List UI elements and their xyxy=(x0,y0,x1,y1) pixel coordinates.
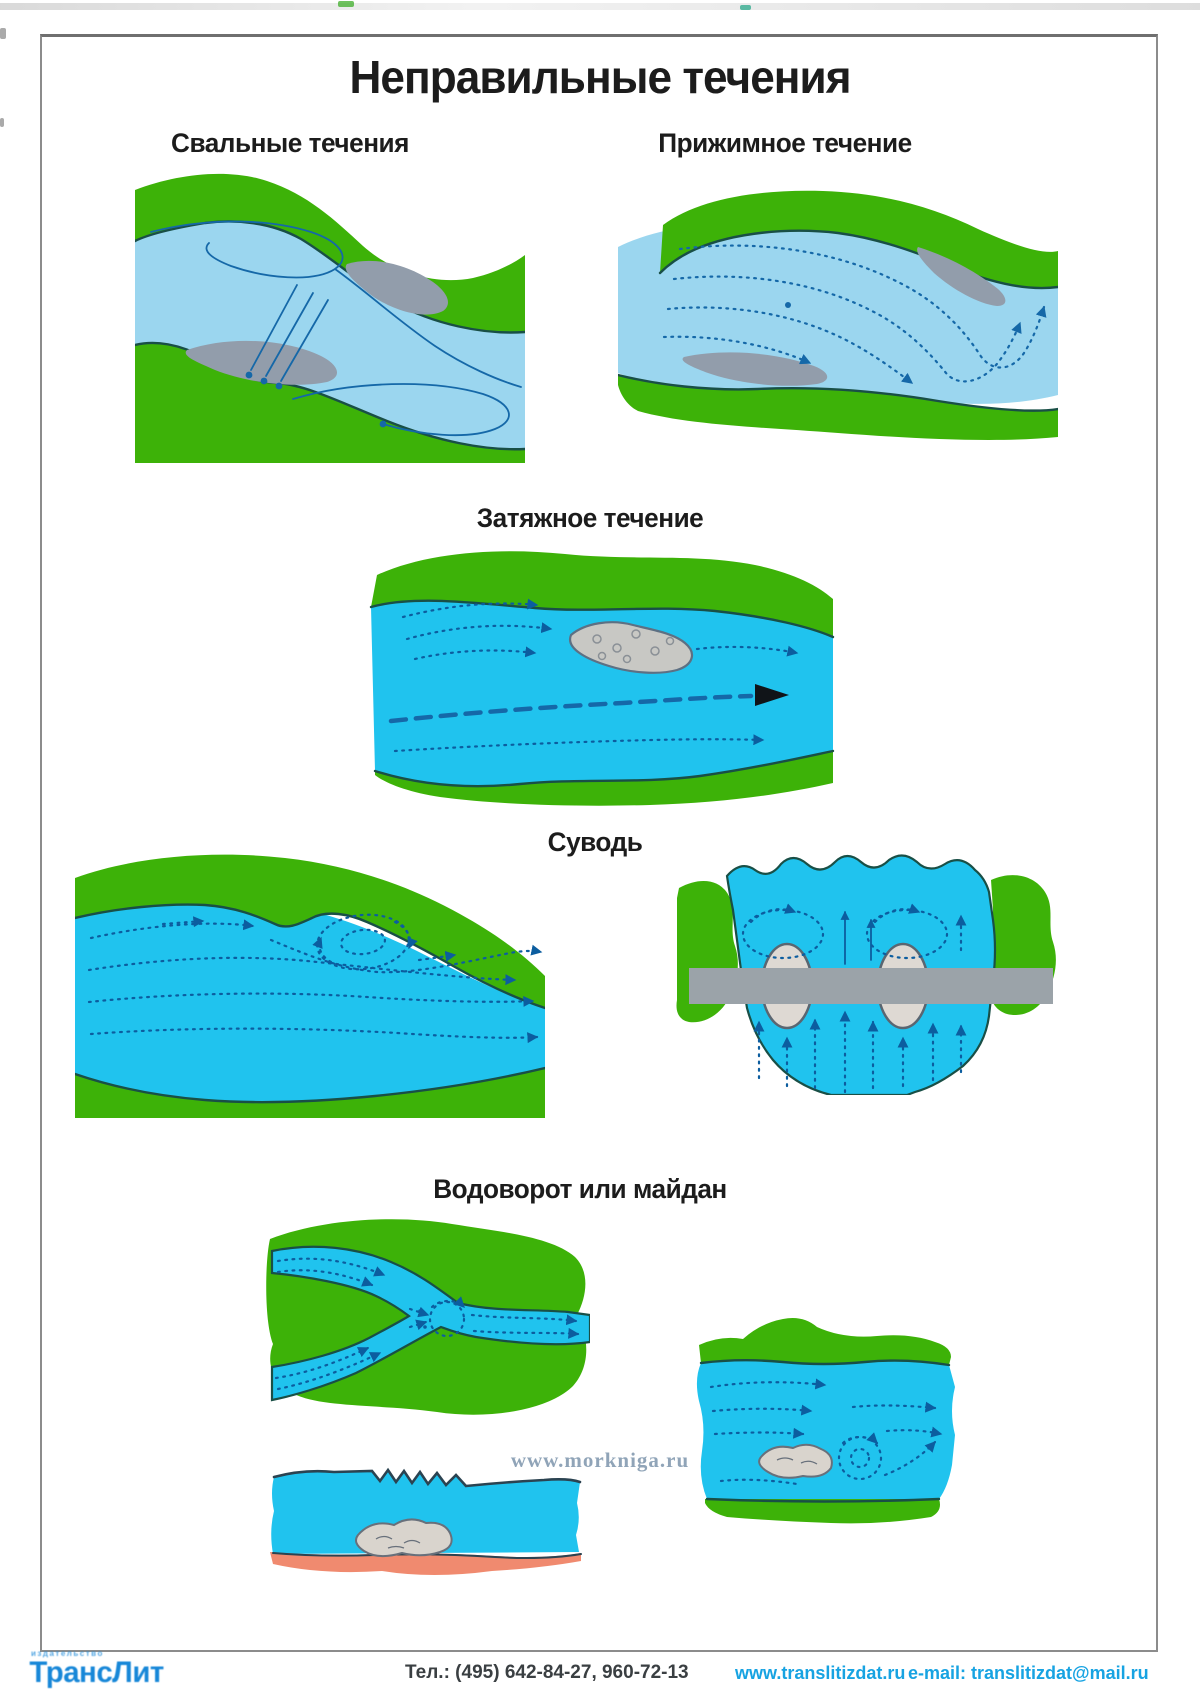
scan-artifact-smudge xyxy=(0,28,6,39)
suvod-bridge-diagram xyxy=(675,850,1060,1095)
watermark: www.morkniga.ru xyxy=(510,1448,690,1472)
svalnye-diagram xyxy=(135,168,525,463)
heading-vodovorot: Водоворот или майдан xyxy=(433,1174,727,1204)
top-bank xyxy=(699,1318,951,1365)
page-title: Неправильные течения xyxy=(349,51,851,103)
footer-email: e-mail: translitizdat@mail.ru xyxy=(908,1663,1149,1683)
stone xyxy=(759,1445,832,1478)
bridge-deck xyxy=(689,968,1053,1004)
heading-prizhimnoe: Прижимное течение xyxy=(658,128,912,158)
cross-section-diagram xyxy=(260,1455,590,1585)
scan-artifact-green-tick xyxy=(338,1,354,7)
prizhimnoe-diagram xyxy=(618,185,1058,445)
heading-svalnye: Свальные течения xyxy=(171,128,409,158)
scan-artifact-top xyxy=(0,3,1200,10)
stone-whirlpool-diagram xyxy=(685,1315,960,1525)
zatyazhnoe-diagram xyxy=(365,545,835,810)
scan-artifact-teal-tick xyxy=(740,5,751,10)
publisher-logo: ТрансЛит xyxy=(29,1656,164,1689)
stone xyxy=(356,1519,452,1556)
suvod-headland-diagram xyxy=(75,850,545,1118)
footer-phone: Тел.: (495) 642-84-27, 960-72-13 xyxy=(405,1662,689,1683)
scan-artifact-smudge-2 xyxy=(0,118,4,127)
heading-suvod: Суводь xyxy=(547,827,643,857)
heading-zatyazhnoe: Затяжное течение xyxy=(476,503,704,533)
publisher-logo-small-text: издательство xyxy=(31,1649,104,1658)
footer-website: www.translitizdat.ru xyxy=(735,1663,906,1683)
confluence-diagram xyxy=(260,1215,590,1420)
